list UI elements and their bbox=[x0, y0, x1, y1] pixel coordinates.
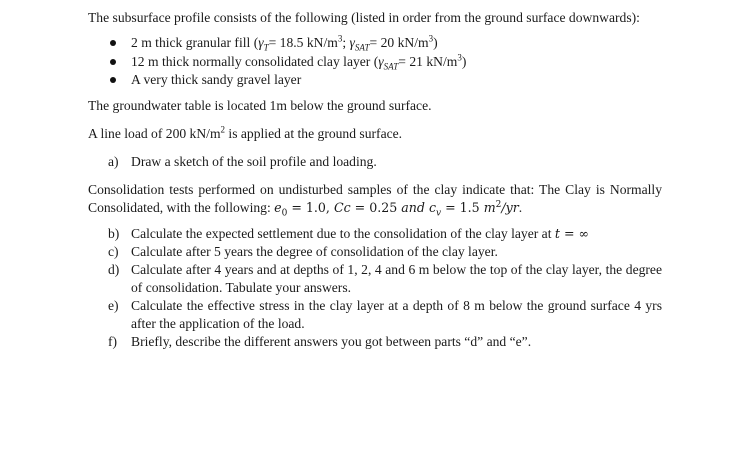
question-list bbox=[88, 225, 662, 351]
list-item bbox=[110, 71, 662, 90]
list-item bbox=[110, 53, 662, 72]
intro-paragraph: The subsurface profile consists of the following (listed in order from the ground surface downwards): bbox=[88, 10, 640, 25]
soil-layer-list bbox=[88, 34, 662, 90]
question-label: b) bbox=[108, 225, 120, 241]
question-label: d) bbox=[108, 261, 120, 277]
layer-3-text: A very thick sandy gravel layer bbox=[131, 72, 302, 87]
bullet-icon bbox=[110, 59, 116, 65]
part-a-label: a) bbox=[108, 153, 119, 169]
question-d: d) Calculate after 4 years and at depths of 1, 2, 4 and 6 m below the top of the clay layer, the degree of consolidation. Tabulate your answers. bbox=[108, 261, 662, 295]
groundwater-paragraph: The groundwater table is located 1m below the ground surface. bbox=[88, 97, 432, 113]
question-f: f) Briefly, describe the different answers you got between parts “d” and “e”. bbox=[108, 333, 532, 349]
question-label: f) bbox=[108, 333, 118, 349]
question-label: e) bbox=[108, 297, 119, 313]
question-c: c) Calculate after 5 years the degree of consolidation of the clay layer. bbox=[108, 243, 498, 259]
infinity-math: t = ∞ bbox=[554, 225, 590, 241]
part-a-text: Draw a sketch of the soil profile and loading. bbox=[131, 153, 377, 169]
question-label: c) bbox=[108, 243, 119, 259]
problem-document bbox=[88, 9, 662, 351]
list-item bbox=[110, 34, 662, 53]
line-load-paragraph: A line load of 200 $kN/m^2$ is applied at the ground surface. bbox=[88, 123, 403, 141]
consolidation-paragraph: Consolidation tests performed on undisturbed samples of the clay indicate that: The Clay is Normally Consolidated, with the following: $e_0 = 1.0$, Cc = 0.25 and $c_v = 1.5$ $m^2/yr$. bbox=[88, 181, 662, 219]
bullet-icon bbox=[110, 77, 116, 83]
layer-2-text: 12 m thick normally consolidated clay layer ($\gamma_{SAT}= 21$ $kN/m^3$) bbox=[131, 51, 467, 72]
question-e: e) Calculate the effective stress in the clay layer at a depth of 8 m below the ground surface 4 yrs after the application of the load. bbox=[108, 297, 662, 331]
layer-1-text: 2 m thick granular fill ($\gamma_T= 18.5$ $kN/m^3$; $\gamma_{SAT}= 20$ $kN/m^3$) bbox=[131, 33, 438, 53]
question-b: b) Calculate the expected settlement due to the consolidation of the clay layer at t = ∞ bbox=[108, 225, 590, 241]
part-a bbox=[88, 153, 662, 171]
bullet-icon bbox=[110, 40, 116, 46]
